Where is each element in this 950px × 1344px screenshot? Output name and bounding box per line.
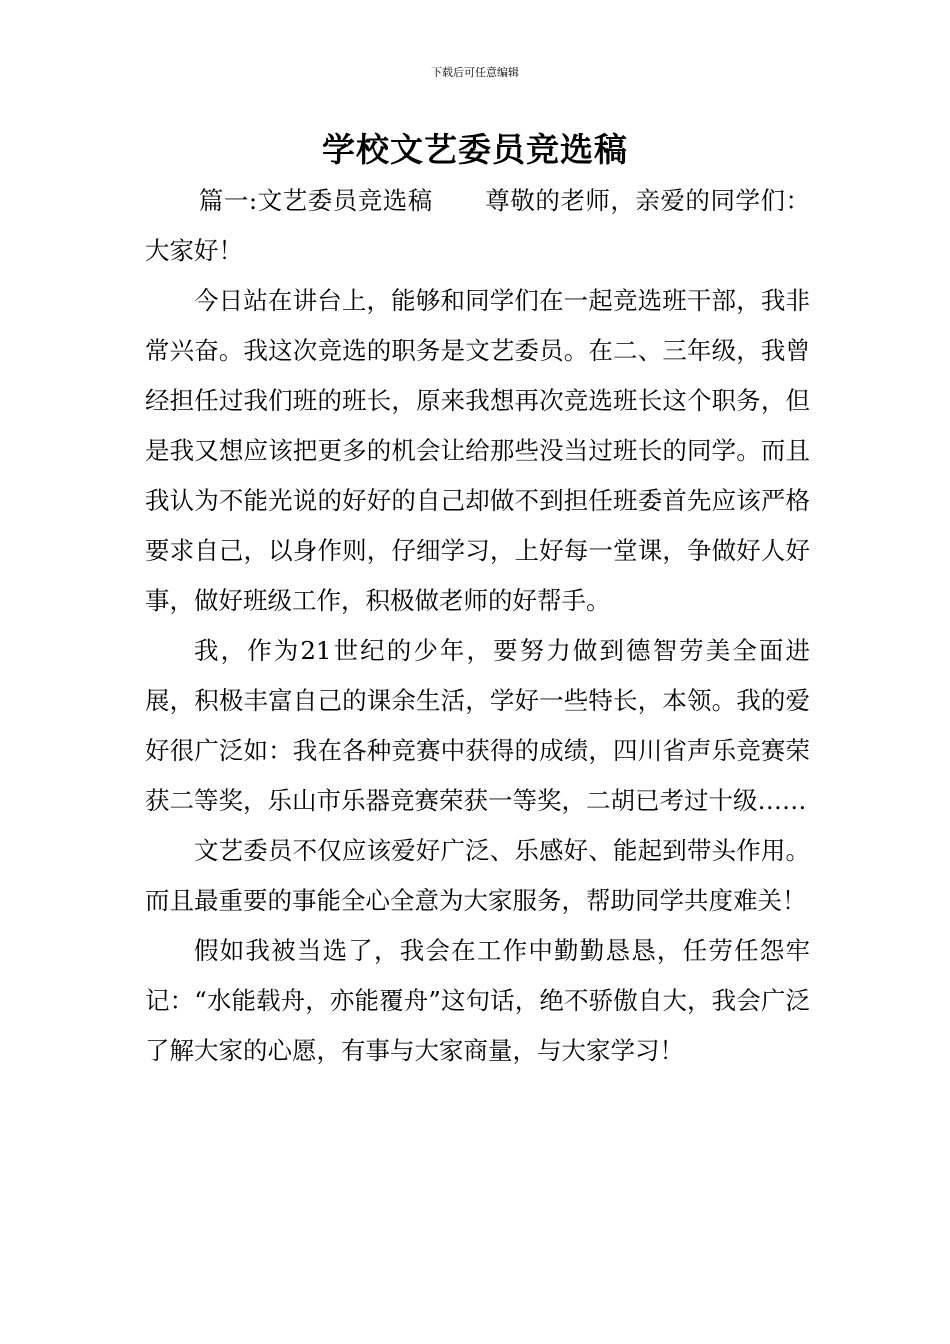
header-note: 下载后可任意编辑 (431, 66, 519, 79)
body-paragraph-4: 假如我被当选了，我会在工作中勤勤恳恳，任劳任怨牢记：“水能载舟，亦能覆舟”这句话，绝不骄傲自大，我会广泛了解大家的心愿，有事与大家商量，与大家学习！ (145, 936, 810, 1065)
intro-label: 篇一:文艺委员竞选稿 (198, 186, 433, 215)
document-body (145, 176, 810, 1076)
body-paragraph-3: 文艺委员不仅应该爱好广泛、乐感好、能起到带头作用。而且最重要的事能全心全意为大家服务，帮助同学共度难关！ (145, 836, 810, 915)
intro-paragraph (145, 176, 810, 276)
body-paragraph-1: 今日站在讲台上，能够和同学们在一起竞选班干部，我非常兴奋。我这次竞选的职务是文艺委员。在二、三年级，我曾经担任过我们班的班长，原来我想再次竞选班长这个职务，但是我又想应该把更多的机会让给那些没当过班长的同学。而且我认为不能光说的好好的自己却做不到担任班委首先应该严格要求自己，以身作则，仔细学习，上好每一堂课，争做好人好事，做好班级工作，积极做老师的好帮手。 (145, 286, 810, 615)
body-paragraph-2: 我，作为21世纪的少年，要努力做到德智劳美全面进展，积极丰富自己的课余生活，学好一些特长，本领。我的爱好很广泛如：我在各种竞赛中获得的成绩，四川省声乐竞赛荣获二等奖，乐山市乐器竞赛荣获一等奖，二胡已考过十级…… (145, 636, 810, 815)
document-title: 学校文艺委员竞选稿 (322, 130, 628, 169)
intro-greeting: 尊敬的老师，亲爱的同学们：大家好！ (145, 186, 810, 265)
